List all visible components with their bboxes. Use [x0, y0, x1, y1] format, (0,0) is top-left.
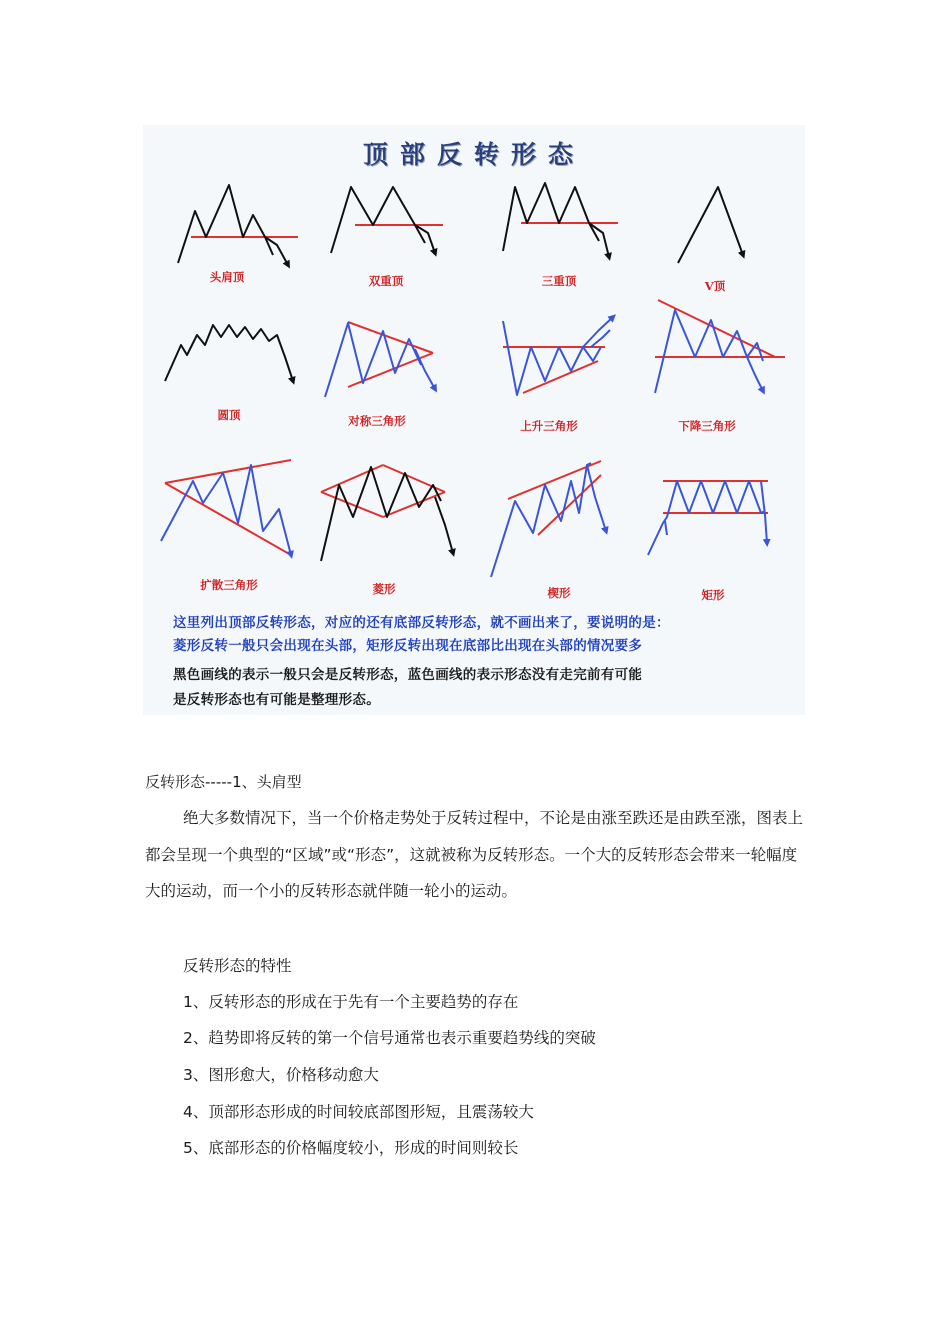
intro-paragraph-text: 绝大多数情况下，当一个价格走势处于反转过程中，不论是由涨至跌还是由跌至涨，图表上都会呈现一个典型的“区域”或“形态”，这就被称为反转形态。一个大的反转形态会带来一轮幅度大的运动，而一个小的反转形态就伴随一轮小的运动。: [145, 809, 804, 900]
rectangle-pattern: [648, 481, 768, 555]
label-descending-triangle: 下降三角形: [678, 419, 736, 433]
figure-title: 顶部反转形态: [362, 140, 585, 169]
descending-triangle-pattern: [655, 300, 785, 393]
label-rounded-top: 圆顶: [217, 408, 241, 422]
label-ascending-triangle: 上升三角形: [520, 419, 578, 433]
figure-note-2: 菱形反转一般只会出现在头部，矩形反转出现在底部比出现在头部的情况要多: [173, 638, 643, 654]
v-top-pattern: [678, 187, 743, 263]
intro-paragraph: [145, 800, 810, 910]
figure-note-4: 是反转形态也有可能是整理形态。: [173, 692, 380, 708]
label-rectangle: 矩形: [701, 588, 725, 602]
head-shoulders-pattern: [178, 185, 298, 265]
label-symmetric-triangle: 对称三角形: [348, 414, 406, 428]
property-item-1: 1、反转形态的形成在于先有一个主要趋势的存在: [183, 993, 519, 1011]
figure-note-1: 这里列出顶部反转形态，对应的还有底部反转形态，就不画出来了，要说明的是：: [173, 615, 670, 631]
label-wedge: 楔形: [547, 586, 571, 600]
properties-subheading: 反转形态的特性: [183, 957, 292, 975]
section-heading: 反转形态-----1、头肩型: [145, 773, 302, 791]
ascending-triangle-pattern: [503, 317, 613, 395]
label-double-top: 双重顶: [368, 274, 404, 288]
label-triple-top: 三重顶: [541, 274, 577, 288]
broadening-triangle-pattern: [161, 460, 291, 555]
property-item-4: 4、顶部形态形成的时间较底部图形短，且震荡较大: [183, 1103, 534, 1121]
symmetric-triangle-pattern: [325, 322, 435, 397]
figure-note-3: 黑色画线的表示一般只会是反转形态，蓝色画线的表示形态没有走完前有可能: [173, 667, 643, 683]
diamond-pattern: [321, 465, 453, 561]
wedge-pattern: [491, 461, 606, 577]
reversal-patterns-figure: [143, 125, 805, 715]
property-item-5: 5、底部形态的价格幅度较小，形成的时间则较长: [183, 1139, 519, 1157]
label-head-shoulders: 头肩顶: [209, 270, 245, 284]
triple-top-pattern: [503, 183, 618, 257]
label-diamond: 菱形: [372, 582, 396, 596]
double-top-pattern: [331, 187, 443, 253]
label-broadening-triangle: 扩散三角形: [200, 578, 258, 592]
property-item-3: 3、图形愈大，价格移动愈大: [183, 1066, 379, 1084]
rounded-top-pattern: [165, 325, 293, 381]
label-v-top: V顶: [704, 279, 726, 293]
property-item-2: 2、趋势即将反转的第一个信号通常也表示重要趋势线的突破: [183, 1029, 596, 1047]
